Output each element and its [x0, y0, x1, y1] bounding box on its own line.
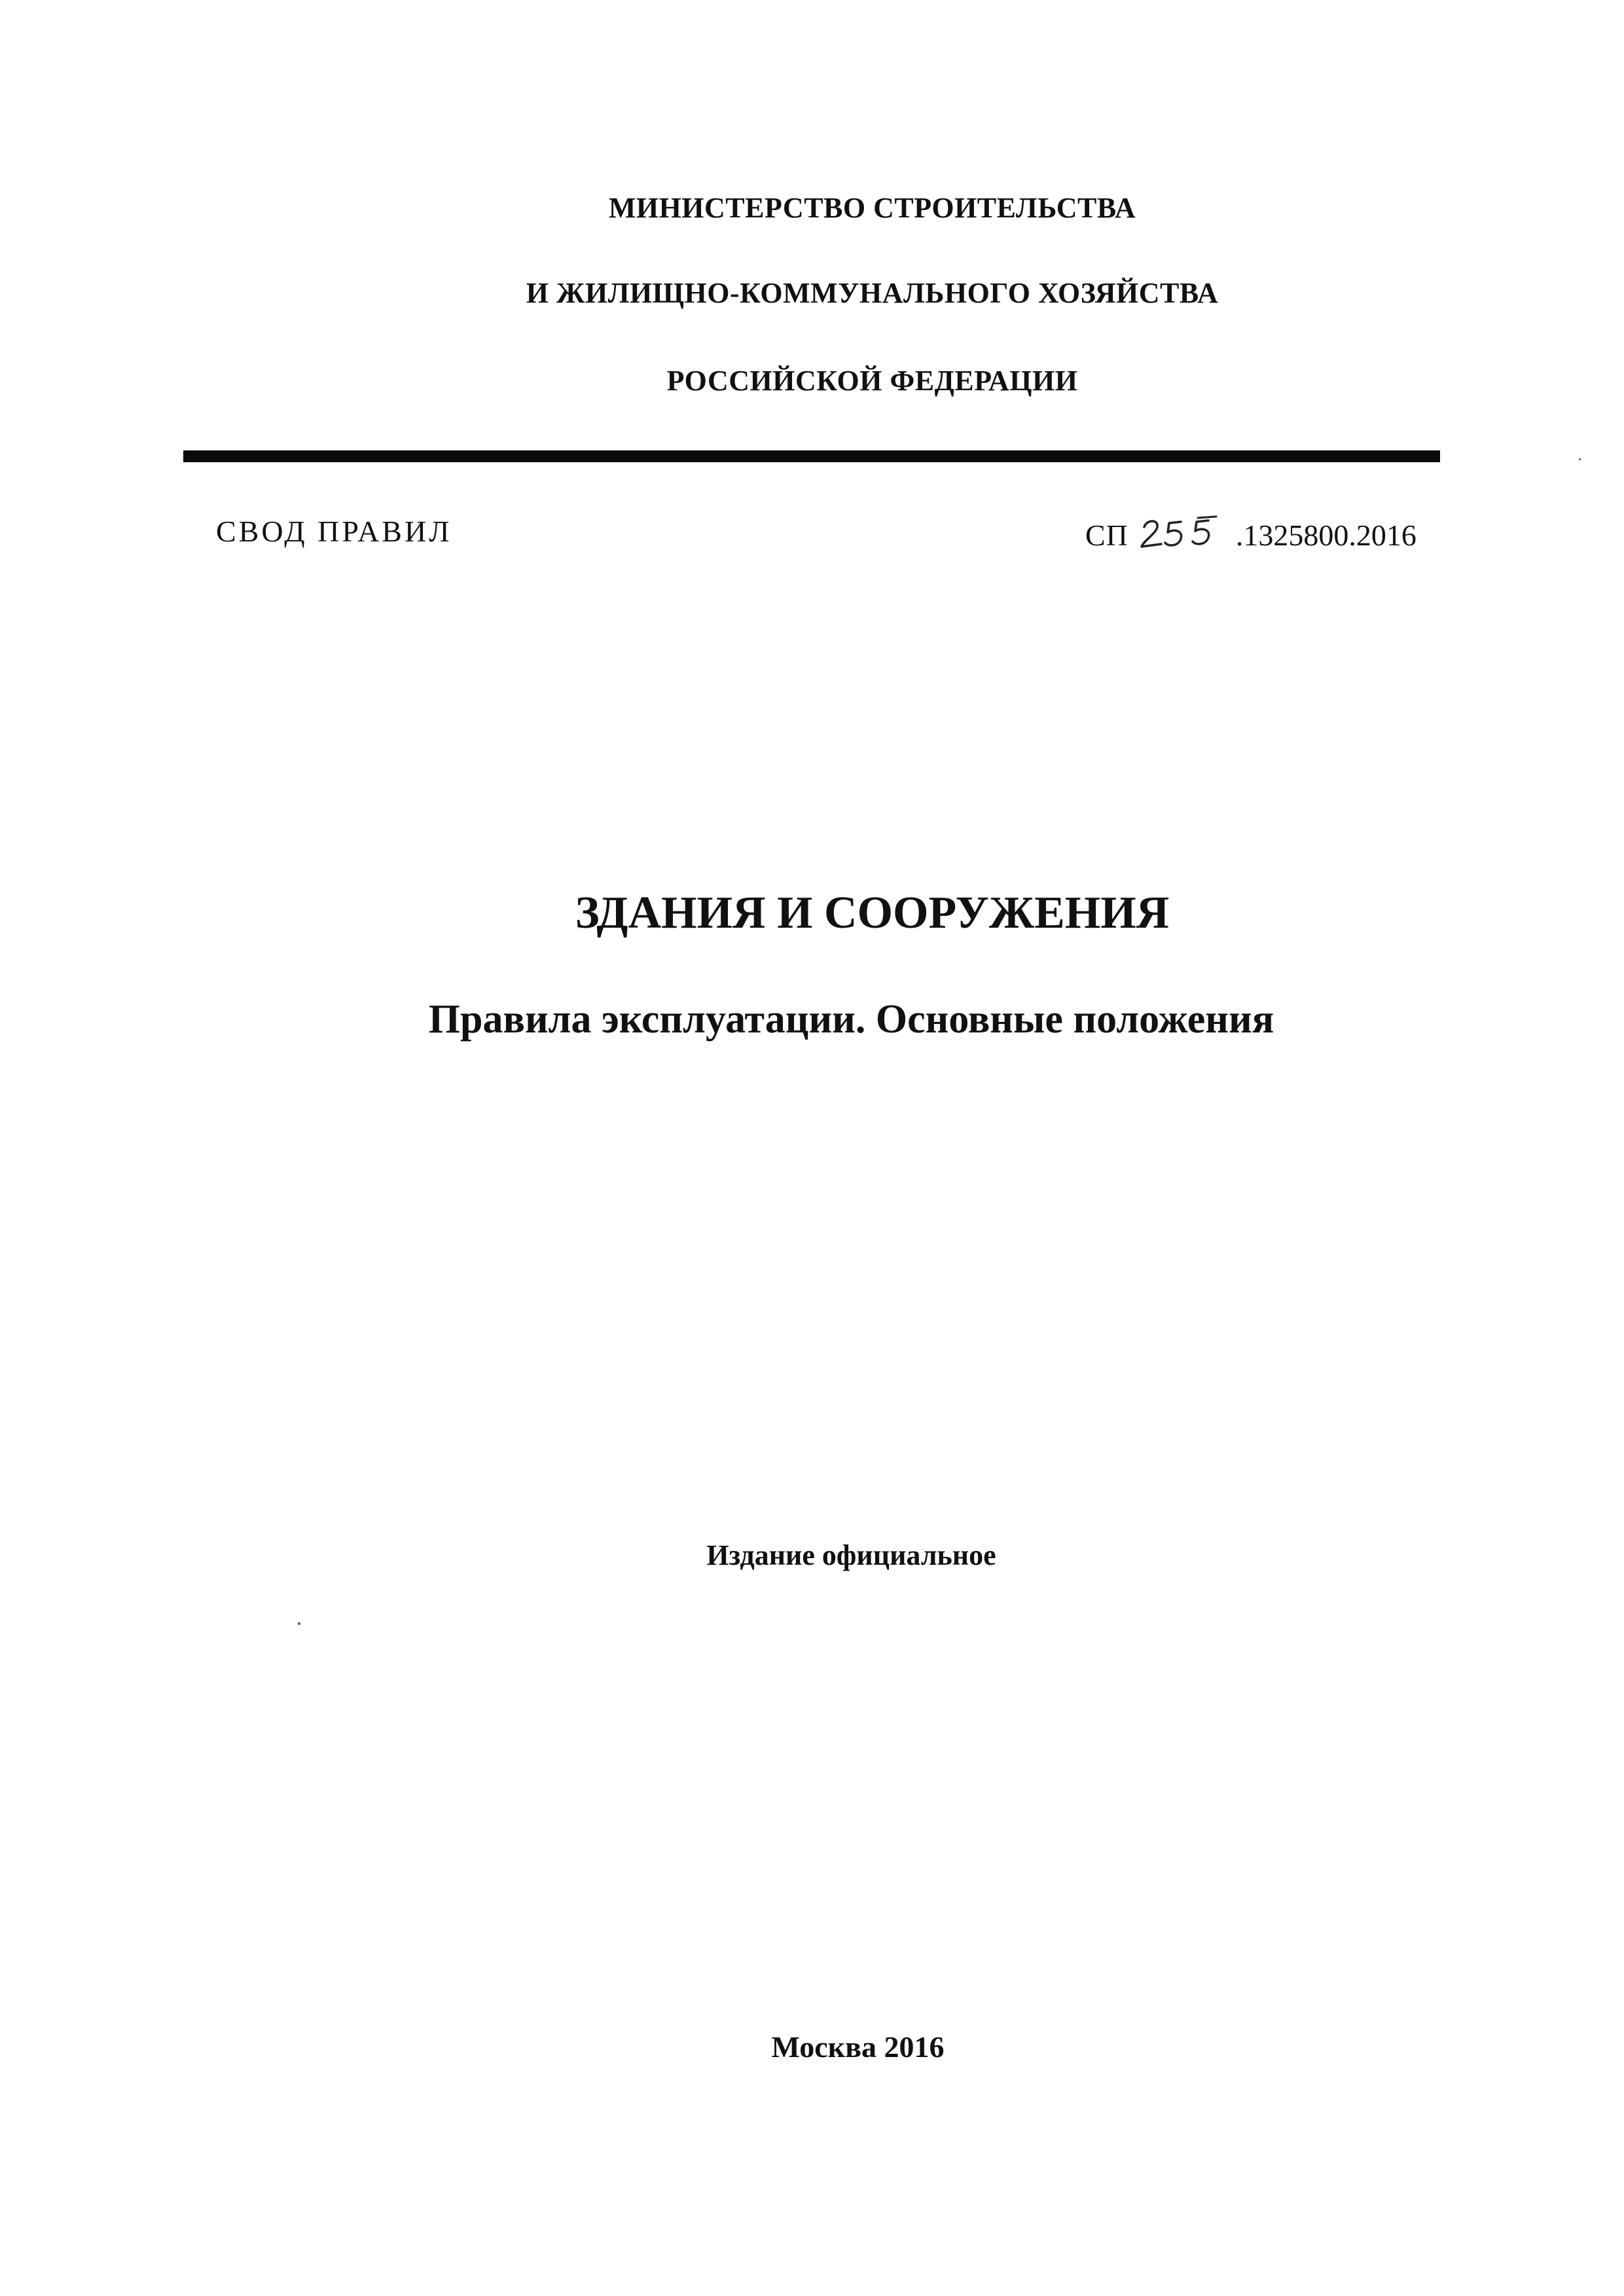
- set-of-rules-label: СВОД ПРАВИЛ: [216, 515, 452, 548]
- scan-speck: [1579, 458, 1581, 460]
- scan-speck: [298, 1622, 300, 1625]
- edition-label: Издание официальное: [706, 1539, 996, 1571]
- code-suffix: .1325800.2016: [1235, 519, 1416, 552]
- ministry-name-line-3: РОССИЙСКОЙ ФЕДЕРАЦИИ: [666, 365, 1078, 397]
- handwritten-number-icon: [1135, 514, 1233, 553]
- code-prefix: СП: [1085, 519, 1128, 552]
- handwritten-number: [1135, 514, 1233, 553]
- ministry-name-line-1: МИНИСТЕРСТВО СТРОИТЕЛЬСТВА: [608, 192, 1136, 224]
- standard-code: [1085, 514, 1416, 553]
- document-subtitle: Правила эксплуатации. Основные положения: [428, 997, 1274, 1042]
- header-divider: [183, 450, 1440, 462]
- document-title: ЗДАНИЯ И СООРУЖЕНИЯ: [575, 888, 1170, 938]
- ministry-name-line-2: И ЖИЛИЩНО-КОММУНАЛЬНОГО ХОЗЯЙСТВА: [526, 277, 1219, 309]
- imprint-city-year: Москва 2016: [771, 2030, 945, 2064]
